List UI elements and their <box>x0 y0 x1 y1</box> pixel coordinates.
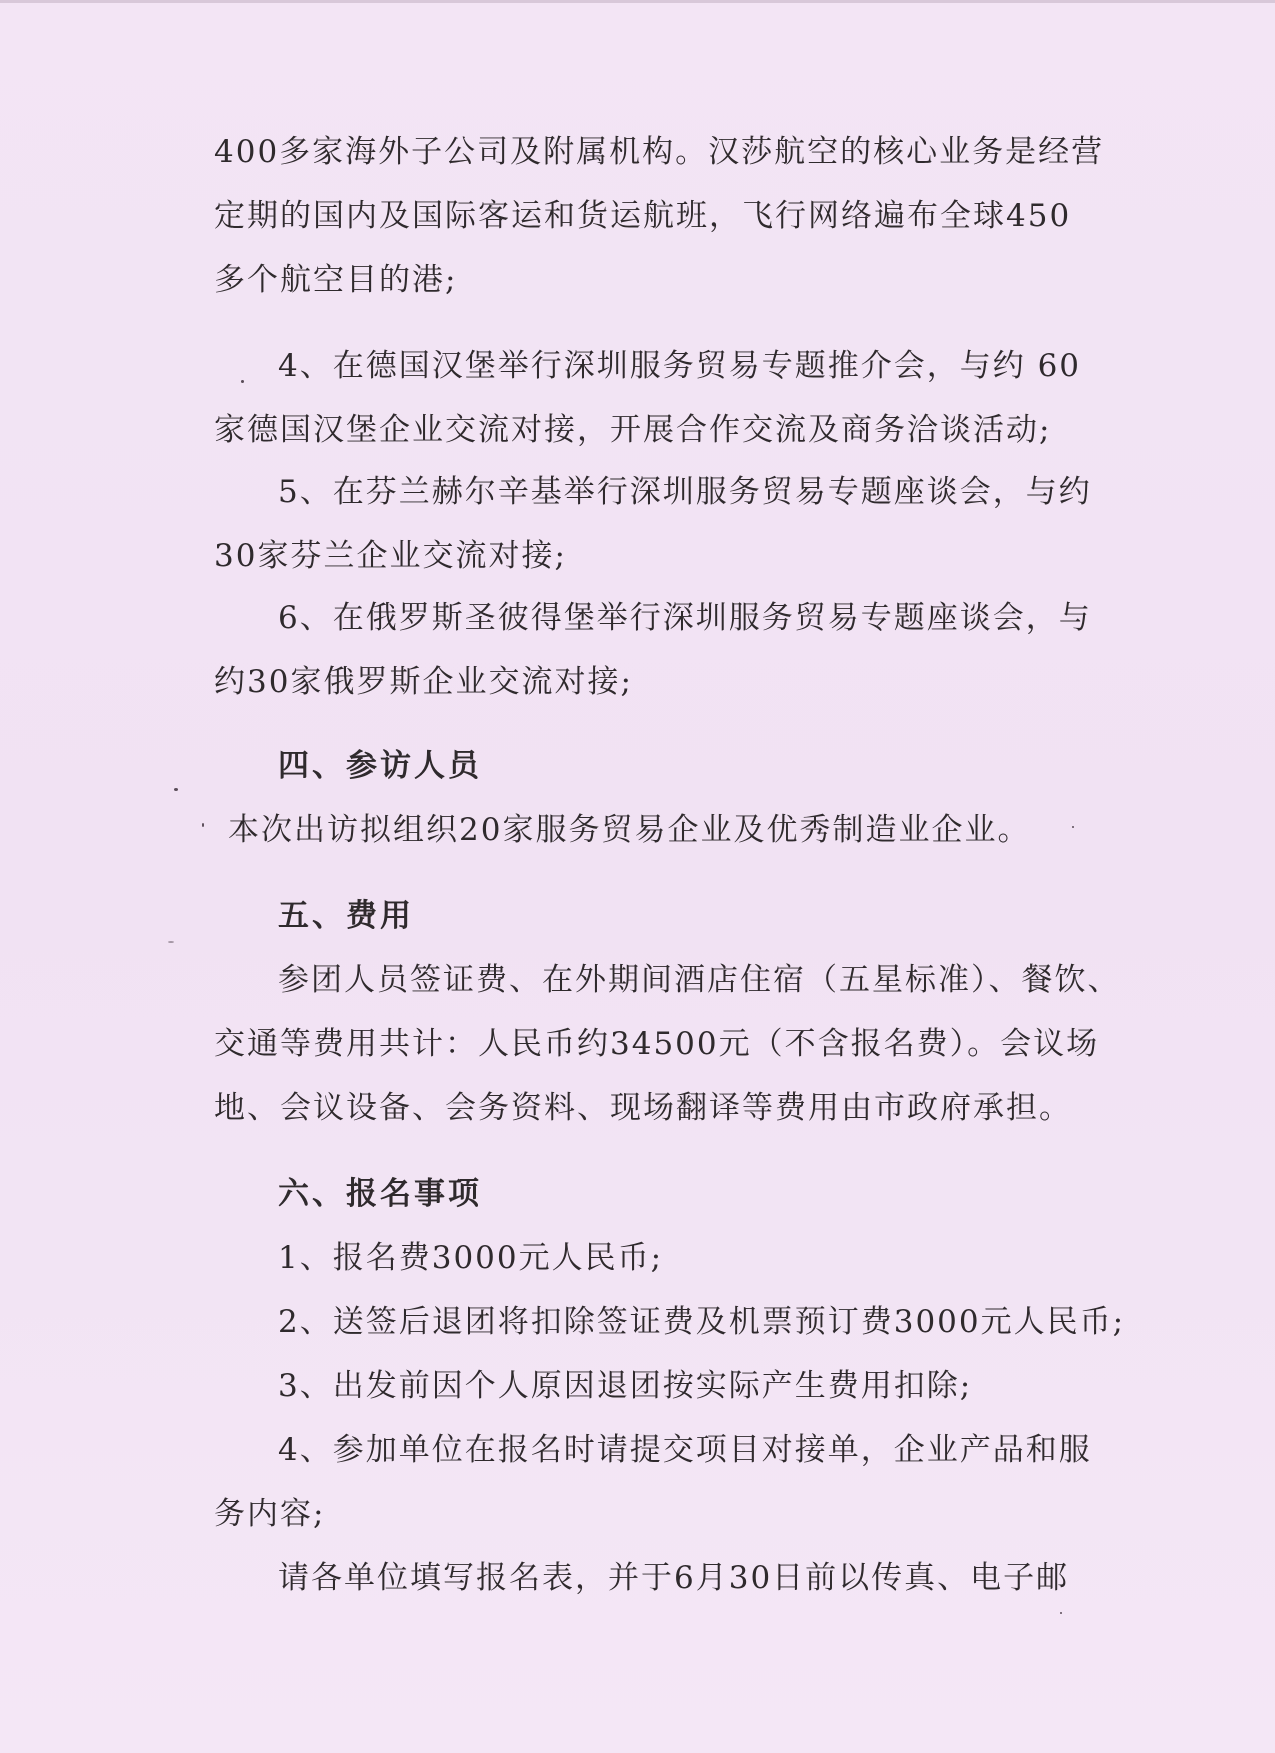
section-5-line-3: 地、会议设备、会务资料、现场翻译等费用由市政府承担。 <box>214 1090 1072 1126</box>
scan-speck <box>1060 1612 1062 1614</box>
section-6-item-2: 2、送签后退团将扣除签证费及机票预订费3000元人民币; <box>278 1304 1126 1340</box>
item-6-line-1: 6、在俄罗斯圣彼得堡举行深圳服务贸易专题座谈会，与 <box>278 600 1092 636</box>
item-5-line-1: 5、在芬兰赫尔辛基举行深圳服务贸易专题座谈会，与约 <box>278 474 1092 510</box>
section-6-item-4-line-1: 4、参加单位在报名时请提交项目对接单，企业产品和服 <box>278 1432 1092 1468</box>
section-6-item-4-line-2: 务内容; <box>214 1496 326 1532</box>
page-top-edge <box>0 0 1275 3</box>
section-6-item-3: 3、出发前因个人原因退团按实际产生费用扣除; <box>278 1368 973 1404</box>
section-6-closing: 请各单位填写报名表，并于6月30日前以传真、电子邮 <box>278 1560 1070 1596</box>
section-6-heading: 六、报名事项 <box>278 1176 482 1212</box>
intro-line-3: 多个航空目的港; <box>214 262 458 298</box>
scan-speck <box>168 941 174 943</box>
item-5-line-2: 30家芬兰企业交流对接; <box>214 538 567 574</box>
section-6-item-1: 1、报名费3000元人民币; <box>278 1240 664 1276</box>
section-4-heading: 四、参访人员 <box>278 748 482 784</box>
section-4-body: 本次出访拟组织20家服务贸易企业及优秀制造业企业。 <box>228 812 1031 848</box>
item-4-line-2: 家德国汉堡企业交流对接，开展合作交流及商务洽谈活动; <box>214 412 1052 448</box>
intro-line-1: 400多家海外子公司及附属机构。汉莎航空的核心业务是经营 <box>214 134 1105 170</box>
scan-speck <box>241 380 244 383</box>
scan-speck <box>1072 826 1074 828</box>
section-5-line-2: 交通等费用共计：人民币约34500元（不含报名费）。会议场 <box>214 1026 1100 1062</box>
scan-speck <box>202 823 204 827</box>
intro-line-2: 定期的国内及国际客运和货运航班，飞行网络遍布全球450 <box>214 198 1072 234</box>
section-5-heading: 五、费用 <box>278 898 414 934</box>
section-5-line-1: 参团人员签证费、在外期间酒店住宿（五星标准）、餐饮、 <box>278 962 1121 998</box>
scan-speck <box>174 788 178 791</box>
item-4-line-1: 4、在德国汉堡举行深圳服务贸易专题推介会，与约 60 <box>278 348 1082 384</box>
item-6-line-2: 约30家俄罗斯企业交流对接; <box>214 664 633 700</box>
